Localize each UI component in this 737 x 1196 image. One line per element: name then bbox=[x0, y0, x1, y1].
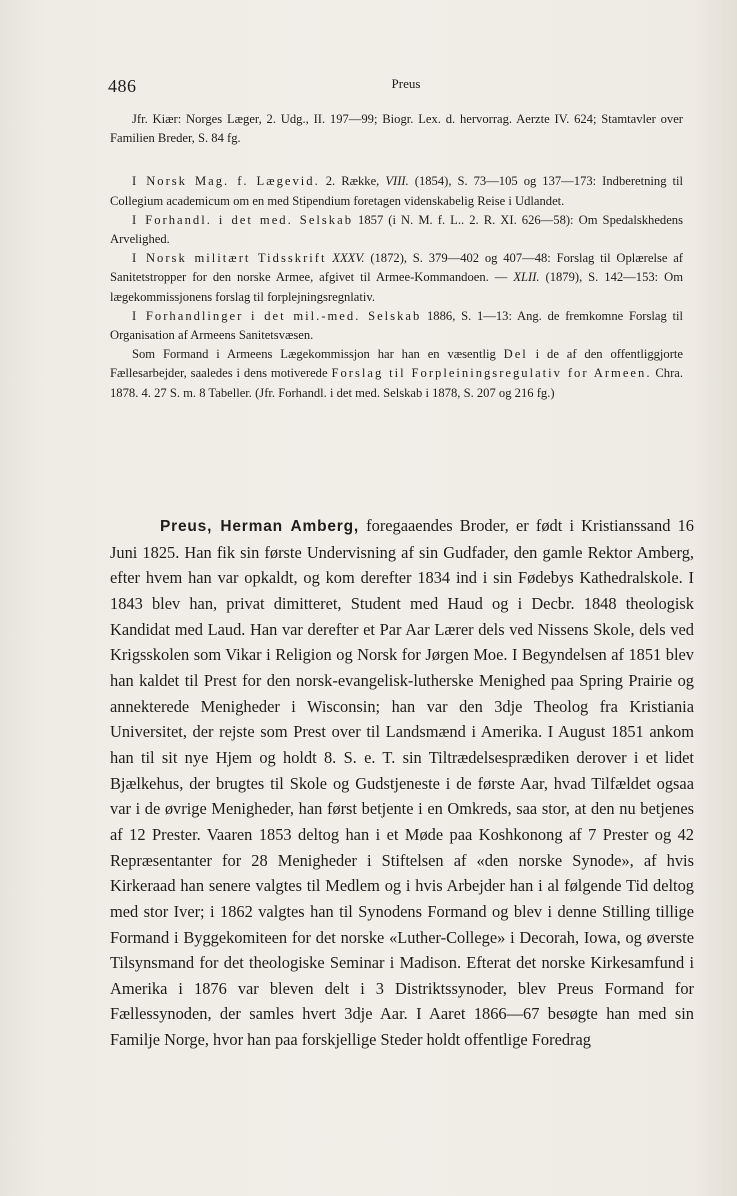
bibliography-notes bbox=[110, 110, 683, 403]
page-header bbox=[108, 76, 698, 100]
page-number: 486 bbox=[108, 76, 137, 96]
entry-name: Preus, Herman Amberg, bbox=[160, 518, 359, 535]
emphasis: Del bbox=[503, 347, 528, 362]
work-entry-3: I Norsk militært Tidsskrift XXXV. (1872), S. 379—402 og 407—48: Forslag til Oplærelse af Sanitetstropper for den norske Armee, afgivet til Armee-Kommandoen. — XLII. (1879), S. 142—153: Om lægekommissjonens forslag til forplejningsregnlativ. bbox=[110, 251, 684, 304]
journal-title: I Forhandlinger i det mil.-med. Selskab bbox=[132, 308, 422, 323]
work-entry-5: Som Formand i Armeens Lægekommissjon har han en væsentlig Del i de af den offentliggjorte Fællesarbejder, saaledes i dens motiverede Forslag til Forpleiningsregulativ for Armeen. Chra. 1878. 4. 27 S. m. 8 Tabeller. (Jfr. Forhandl. i det med. Selskab i 1878, S. 207 og 216 fg.) bbox=[110, 347, 683, 400]
volume-number: XXXV. bbox=[332, 251, 365, 266]
reference-line: Jfr. Kiær: Norges Læger, 2. Udg., II. 197—99; Biogr. Lex. d. hervorrag. Aerzte IV. 624; Stamtavler over Familien Breder, S. 84 fg. bbox=[110, 112, 683, 146]
work-title: Forslag til Forpleiningsregulativ for Armeen. bbox=[331, 366, 652, 381]
running-head: Preus bbox=[391, 76, 421, 91]
journal-title: I Norsk Mag. f. Lægevid. bbox=[132, 174, 320, 189]
entry-text: foregaaendes Broder, er født i Kristianssand 16 Juni 1825. Han fik sin første Undervisning af sin Gudfader, den gamle Rektor Amberg, efter hvem han var opkaldt, og kom derefter 1834 ind i sin Fødebys Kathedralskole. I 1843 blev han, privat dimitteret, Student med Haud og i Decbr. 1848 theologisk Kandidat med Laud. Han var derefter et Par Aar Lærer dels ved Nissens Skole, dels ved Krigsskolen som Vikar i Religion og Norsk for Jørgen Moe. I Begyndelsen af 1851 blev han kaldet til Prest for den norsk-evangelisk-lutherske Menighed paa Spring Prairie og annekterede Menigheder i Wisconsin; han var den 3dje Theolog fra Kristiania Universitet, der rejste som Prest over til Landsmænd i Amerika. I August 1851 ankom han til sit nye Hjem og holdt 8. S. e. T. sin Tiltrædelsesprædiken derover i et lidet Bjælkehus, der brugtes til Skole og Gudstjeneste i de første Aar, hvad Tilfældet ogsaa var i de øvrige Menigheder, han først betjente i en Omkreds, saa stor, at den nu betjenes af 12 Prester. Vaaren 1853 deltog han i et Møde paa Koshkonong af 7 Prester og 42 Repræsentanter for 28 Menigheder i Stiftelsen af «den norske Synode», af hvis Kirkeraad han senere valgtes til Medlem og i hvis Arbejder han i al følgende Tid deltog med stor Iver; i 1862 valgtes han til Synodens Formand og blev i denne Stilling tillige Formand i Byggekomiteen for det norske «Luther-College» i Decorah, Iowa, og øverste Tilsynsmand for det theologiske Seminar i Madison. Efterat det norske Kirkesamfund i Amerika i 1876 var bleven delt i 3 Distriktssynoder, blev Preus Formand for Fællessynoden, der samles hvert 3dje Aar. I Aaret 1866—67 besøgte han med sin Familje Norge, hvor han paa forskjellige Steder holdt offentlige Foredrag bbox=[110, 516, 694, 1050]
work-entry-2: I Forhandl. i det med. Selskab 1857 (i N. M. f. L.. 2. R. XI. 626—58): Om Spedalskhedens Arvelighed. bbox=[110, 212, 684, 247]
biography-entry bbox=[110, 513, 694, 1053]
entry-paragraph bbox=[110, 513, 694, 1053]
work-entry-1: I Norsk Mag. f. Lægevid. 2. Række, VIII. (1854), S. 73—105 og 137—173: Indberetning til Collegium academicum om en med Stipendium foretagen videnskabelig Reise i Udlandet. bbox=[110, 174, 683, 208]
journal-title: I Norsk militært Tidsskrift bbox=[132, 251, 327, 266]
journal-title: I Forhandl. i det med. Selskab bbox=[132, 212, 353, 227]
work-entry-4: I Forhandlinger i det mil.-med. Selskab 1886, S. 1—13: Ang. de fremkomne Forslag til Organisation af Armeens Sanitetsvæsen. bbox=[110, 308, 683, 343]
volume-number: XLII. bbox=[513, 270, 540, 285]
volume-number: VIII. bbox=[385, 174, 409, 189]
